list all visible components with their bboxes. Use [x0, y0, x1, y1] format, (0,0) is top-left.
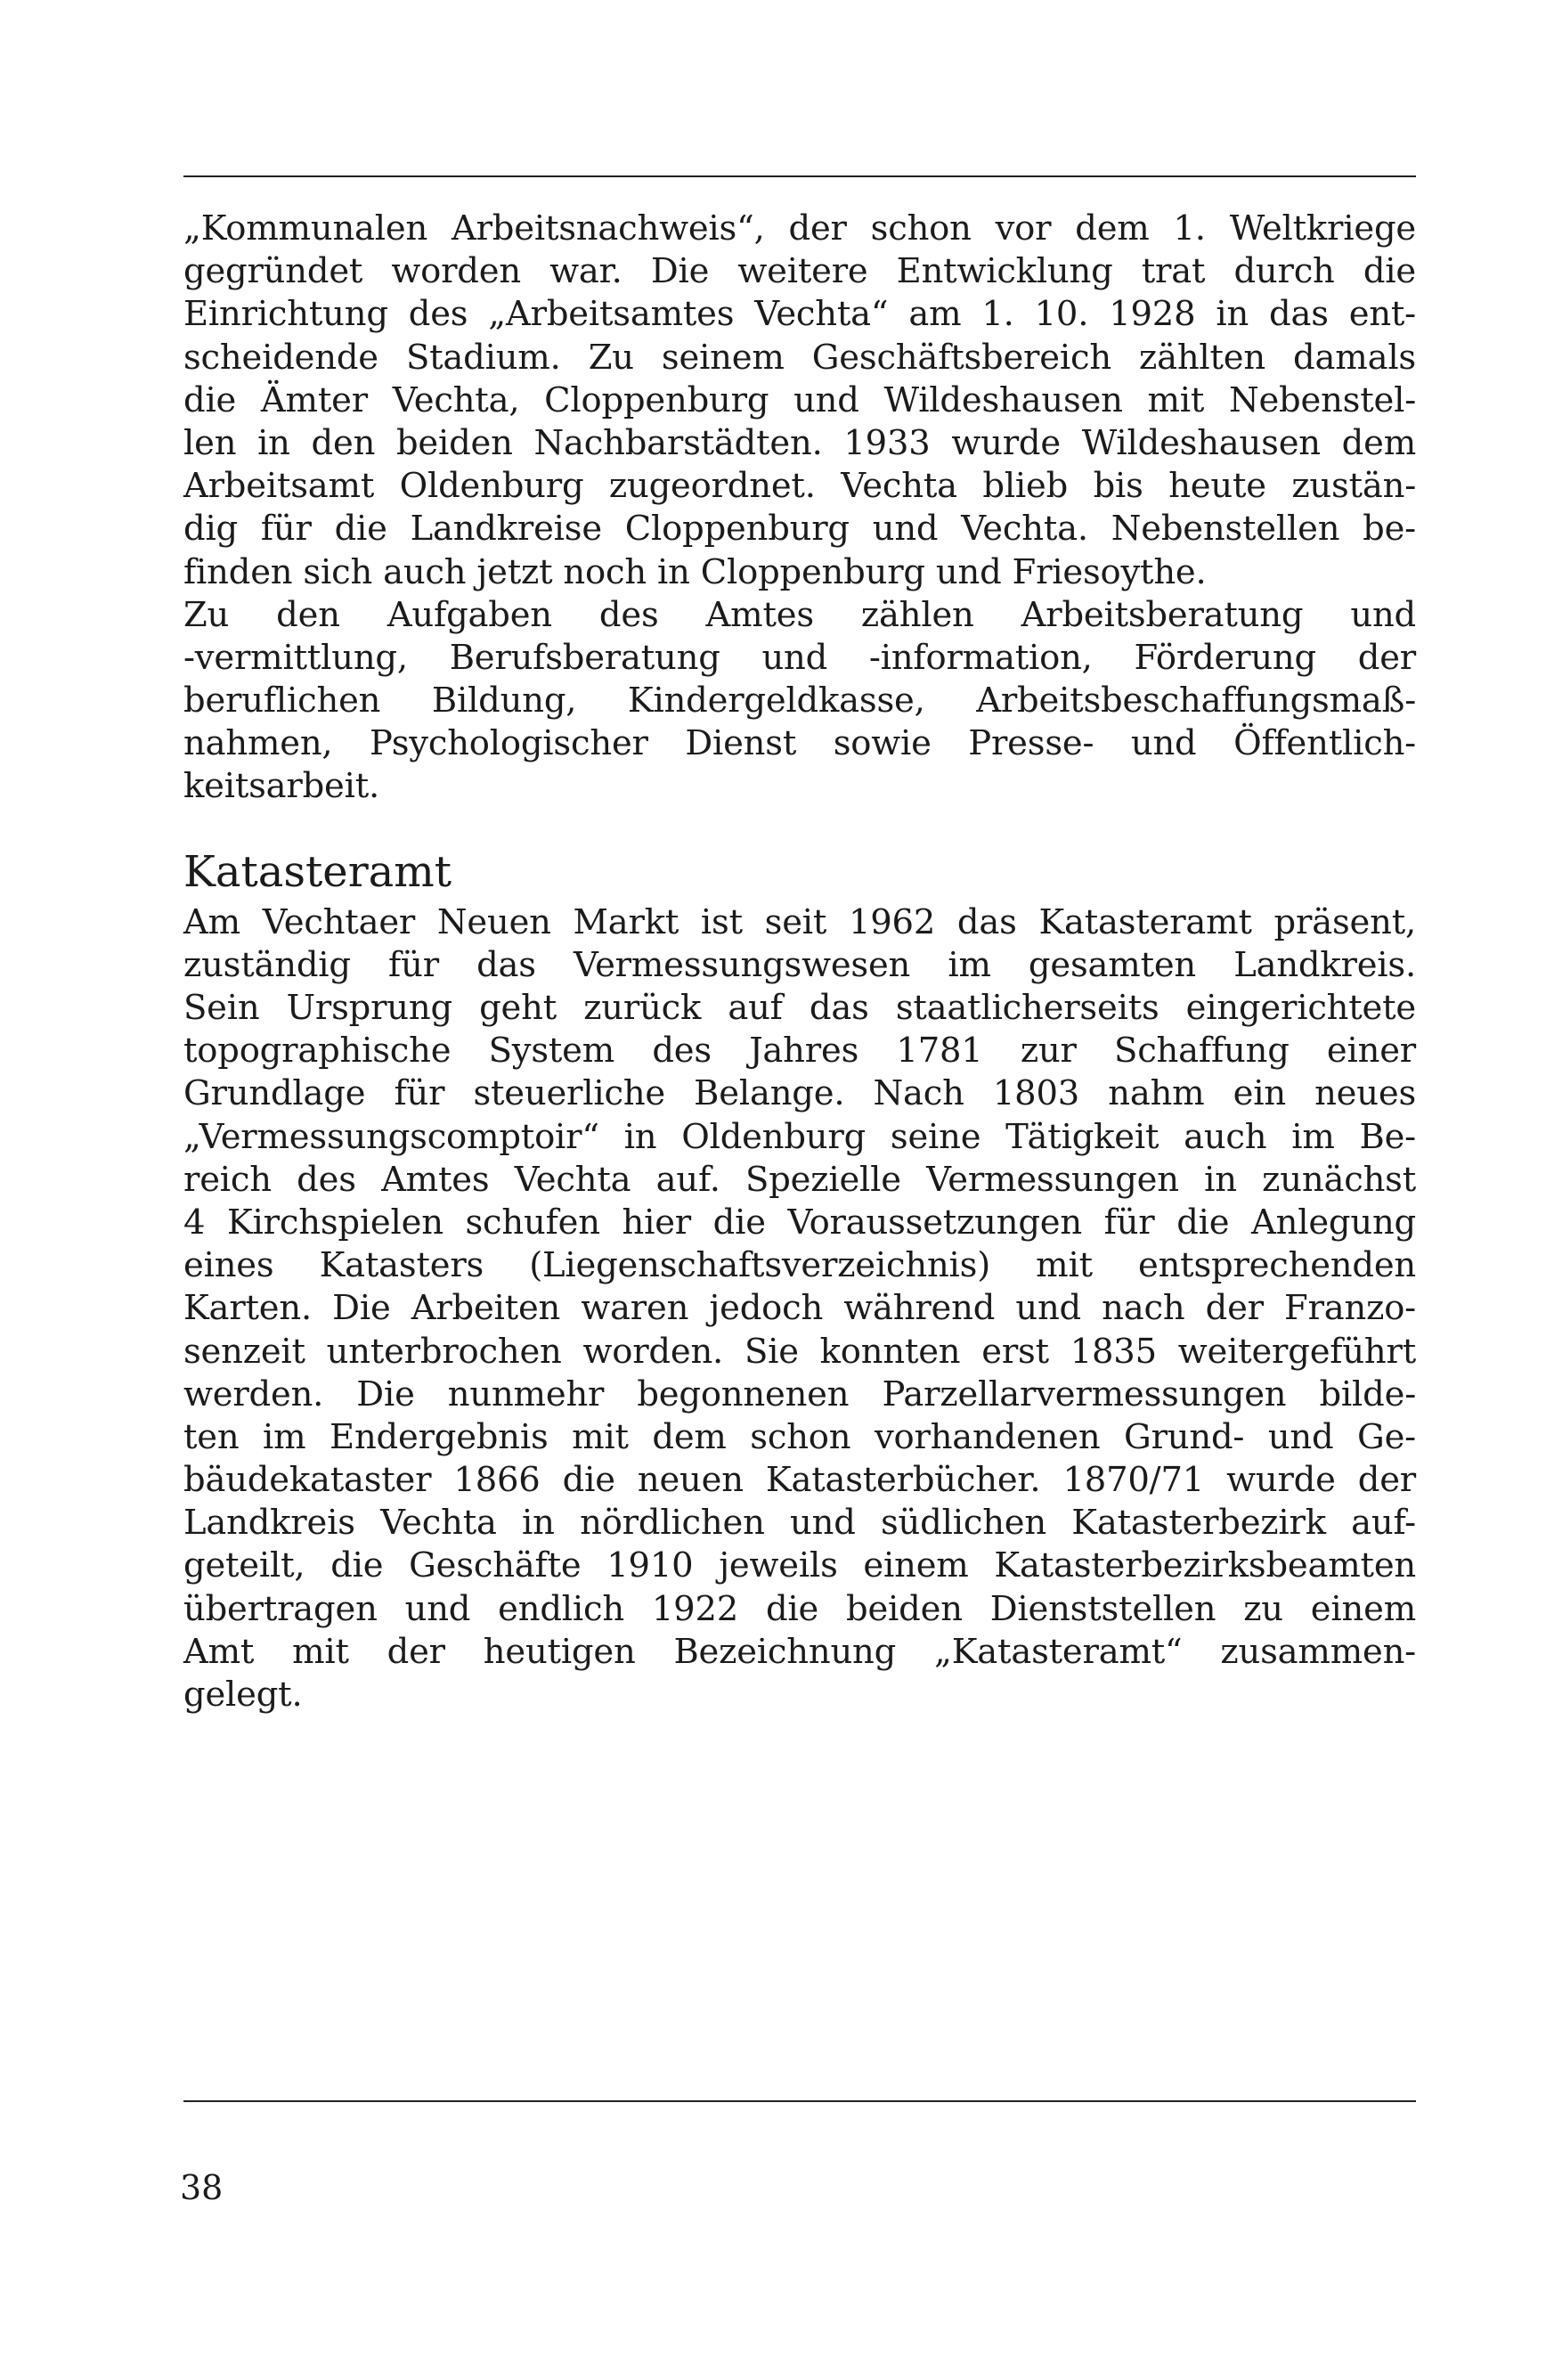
text-line: gegründet worden war. Die weitere Entwicklung trat durch die: [183, 251, 1416, 292]
text-line: zuständig für das Vermessungswesen im gesamten Landkreis.: [183, 944, 1416, 985]
text-line: Einrichtung des „Arbeitsamtes Vechta“ am 1. 10. 1928 in das ent-: [183, 294, 1416, 335]
section-heading: Katasteramt: [183, 846, 452, 897]
text-line: Amt mit der heutigen Bezeichnung „Katasteramt“ zusammen-: [183, 1631, 1416, 1672]
text-line: übertragen und endlich 1922 die beiden Dienststellen zu einem: [183, 1588, 1416, 1629]
text-line: geteilt, die Geschäfte 1910 jeweils einem Katasterbezirksbeamten: [183, 1545, 1416, 1586]
text-line: senzeit unterbrochen worden. Sie konnten erst 1835 weitergeführt: [183, 1331, 1416, 1372]
paragraph-arbeitsamt-history: [183, 208, 1416, 594]
text-line: reich des Amtes Vechta auf. Spezielle Vermessungen in zunächst: [183, 1159, 1416, 1200]
text-column: [183, 208, 1416, 1716]
text-line: „Kommunalen Arbeitsnachweis“, der schon vor dem 1. Weltkriege: [183, 208, 1416, 249]
top-rule: [183, 175, 1416, 177]
text-line: eines Katasters (Liegenschaftsverzeichnis) mit entsprechenden: [183, 1245, 1416, 1286]
text-line: 4 Kirchspielen schufen hier die Voraussetzungen für die Anlegung: [183, 1202, 1416, 1243]
text-line: Karten. Die Arbeiten waren jedoch während und nach der Franzo-: [183, 1288, 1416, 1329]
text-line: topographische System des Jahres 1781 zur Schaffung einer: [183, 1031, 1416, 1072]
bottom-rule: [183, 2100, 1416, 2102]
text-line: keitsarbeit.: [183, 766, 380, 807]
text-line: len in den beiden Nachbarstädten. 1933 wurde Wildeshausen dem: [183, 422, 1416, 463]
text-line: finden sich auch jetzt noch in Cloppenburg und Friesoythe.: [183, 551, 1207, 592]
text-line: Am Vechtaer Neuen Markt ist seit 1962 das Katasteramt präsent,: [183, 901, 1416, 942]
text-line: nahmen, Psychologischer Dienst sowie Presse- und Öffentlich-: [183, 723, 1416, 764]
text-line: bäudekataster 1866 die neuen Katasterbücher. 1870/71 wurde der: [183, 1460, 1416, 1501]
page-number: 38: [180, 2168, 224, 2207]
text-line: ten im Endergebnis mit dem schon vorhandenen Grund- und Ge-: [183, 1416, 1416, 1457]
text-line: beruflichen Bildung, Kindergeldkasse, Arbeitsbeschaffungsmaß-: [183, 681, 1416, 721]
text-line: dig für die Landkreise Cloppenburg und Vechta. Nebenstellen be-: [183, 509, 1416, 550]
text-line: scheidende Stadium. Zu seinem Geschäftsbereich zählten damals: [183, 337, 1416, 378]
text-line: Zu den Aufgaben des Amtes zählen Arbeitsberatung und: [183, 594, 1416, 635]
text-line: werden. Die nunmehr begonnenen Parzellarvermessungen bilde-: [183, 1373, 1416, 1414]
text-line: gelegt.: [183, 1675, 303, 1715]
text-line: „Vermessungscomptoir“ in Oldenburg seine Tätigkeit auch im Be-: [183, 1116, 1416, 1157]
paragraph-katasteramt: [183, 901, 1416, 1717]
text-line: die Ämter Vechta, Cloppenburg und Wildeshausen mit Nebenstel-: [183, 379, 1416, 420]
paragraph-arbeitsamt-tasks: [183, 594, 1416, 809]
text-line: Arbeitsamt Oldenburg zugeordnet. Vechta blieb bis heute zustän-: [183, 466, 1416, 507]
text-line: Grundlage für steuerliche Belange. Nach 1803 nahm ein neues: [183, 1073, 1416, 1114]
text-line: -vermittlung, Berufsberatung und -information, Förderung der: [183, 637, 1416, 678]
text-line: Sein Ursprung geht zurück auf das staatlicherseits eingerichtete: [183, 988, 1416, 1028]
text-line: Landkreis Vechta in nördlichen und südlichen Katasterbezirk auf-: [183, 1503, 1416, 1544]
